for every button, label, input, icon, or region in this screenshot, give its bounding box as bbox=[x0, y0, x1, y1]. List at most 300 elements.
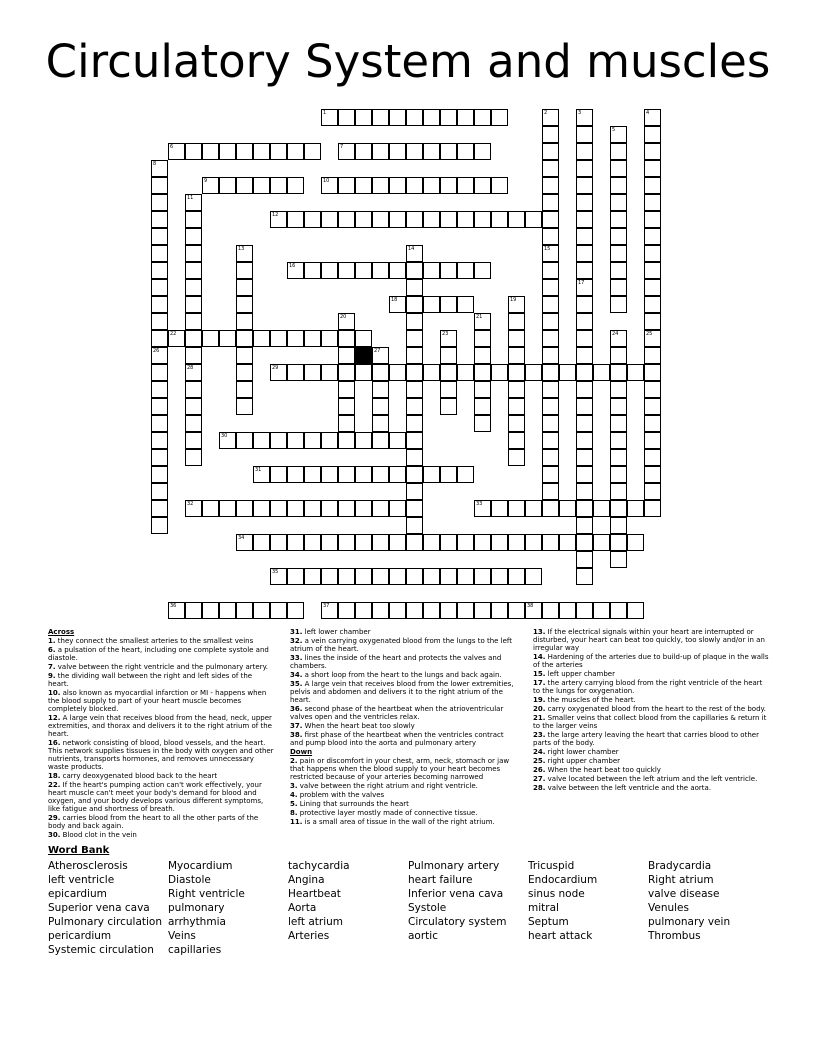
grid-cell[interactable] bbox=[151, 483, 168, 500]
grid-cell[interactable] bbox=[253, 602, 270, 619]
grid-cell[interactable] bbox=[542, 347, 559, 364]
grid-cell[interactable] bbox=[236, 177, 253, 194]
grid-cell[interactable] bbox=[542, 177, 559, 194]
grid-cell[interactable] bbox=[202, 602, 219, 619]
grid-cell[interactable] bbox=[168, 602, 185, 619]
grid-cell[interactable] bbox=[610, 449, 627, 466]
grid-cell[interactable] bbox=[338, 143, 355, 160]
grid-cell[interactable] bbox=[338, 432, 355, 449]
grid-cell[interactable] bbox=[185, 228, 202, 245]
grid-cell[interactable] bbox=[287, 568, 304, 585]
grid-cell[interactable] bbox=[576, 177, 593, 194]
grid-cell[interactable] bbox=[389, 364, 406, 381]
grid-cell[interactable] bbox=[474, 381, 491, 398]
grid-cell[interactable] bbox=[542, 160, 559, 177]
grid-cell[interactable] bbox=[338, 568, 355, 585]
grid-cell[interactable] bbox=[236, 381, 253, 398]
grid-cell[interactable] bbox=[525, 568, 542, 585]
grid-cell[interactable] bbox=[321, 466, 338, 483]
grid-cell[interactable] bbox=[576, 245, 593, 262]
grid-cell[interactable] bbox=[644, 228, 661, 245]
grid-cell[interactable] bbox=[457, 602, 474, 619]
grid-cell[interactable] bbox=[576, 415, 593, 432]
grid-cell[interactable] bbox=[576, 364, 593, 381]
grid-cell[interactable] bbox=[542, 483, 559, 500]
grid-cell[interactable] bbox=[644, 109, 661, 126]
grid-cell[interactable] bbox=[151, 381, 168, 398]
grid-cell[interactable] bbox=[542, 500, 559, 517]
grid-cell[interactable] bbox=[372, 500, 389, 517]
grid-cell[interactable] bbox=[610, 330, 627, 347]
grid-cell[interactable] bbox=[644, 211, 661, 228]
grid-cell[interactable] bbox=[576, 398, 593, 415]
grid-cell[interactable] bbox=[576, 262, 593, 279]
grid-cell[interactable] bbox=[355, 109, 372, 126]
grid-cell[interactable] bbox=[406, 415, 423, 432]
grid-cell[interactable] bbox=[219, 432, 236, 449]
grid-cell[interactable] bbox=[304, 466, 321, 483]
grid-cell[interactable] bbox=[576, 347, 593, 364]
grid-cell[interactable] bbox=[287, 500, 304, 517]
grid-cell[interactable] bbox=[185, 296, 202, 313]
grid-cell[interactable] bbox=[610, 517, 627, 534]
grid-cell[interactable] bbox=[542, 126, 559, 143]
grid-cell[interactable] bbox=[389, 109, 406, 126]
grid-cell[interactable] bbox=[440, 568, 457, 585]
grid-cell[interactable] bbox=[644, 160, 661, 177]
grid-cell[interactable] bbox=[525, 500, 542, 517]
grid-cell[interactable] bbox=[627, 364, 644, 381]
grid-cell[interactable] bbox=[389, 500, 406, 517]
grid-cell[interactable] bbox=[542, 262, 559, 279]
grid-cell[interactable] bbox=[287, 466, 304, 483]
grid-cell[interactable] bbox=[576, 228, 593, 245]
grid-cell[interactable] bbox=[355, 364, 372, 381]
grid-cell[interactable] bbox=[270, 330, 287, 347]
grid-cell[interactable] bbox=[440, 398, 457, 415]
grid-cell[interactable] bbox=[321, 534, 338, 551]
grid-cell[interactable] bbox=[372, 466, 389, 483]
grid-cell[interactable] bbox=[406, 177, 423, 194]
grid-cell[interactable] bbox=[508, 296, 525, 313]
grid-cell[interactable] bbox=[440, 143, 457, 160]
grid-cell[interactable] bbox=[406, 364, 423, 381]
grid-cell[interactable] bbox=[287, 364, 304, 381]
grid-cell[interactable] bbox=[372, 534, 389, 551]
grid-cell[interactable] bbox=[508, 568, 525, 585]
grid-cell[interactable] bbox=[576, 568, 593, 585]
grid-cell[interactable] bbox=[287, 602, 304, 619]
grid-cell[interactable] bbox=[355, 568, 372, 585]
grid-cell[interactable] bbox=[491, 109, 508, 126]
grid-cell[interactable] bbox=[270, 568, 287, 585]
grid-cell[interactable] bbox=[576, 534, 593, 551]
grid-cell[interactable] bbox=[151, 296, 168, 313]
grid-cell[interactable] bbox=[542, 211, 559, 228]
grid-cell[interactable] bbox=[236, 398, 253, 415]
grid-cell[interactable] bbox=[610, 126, 627, 143]
grid-cell[interactable] bbox=[321, 109, 338, 126]
grid-cell[interactable] bbox=[202, 177, 219, 194]
grid-cell[interactable] bbox=[644, 177, 661, 194]
grid-cell[interactable] bbox=[423, 143, 440, 160]
grid-cell[interactable] bbox=[389, 177, 406, 194]
grid-cell[interactable] bbox=[576, 211, 593, 228]
grid-cell[interactable] bbox=[304, 143, 321, 160]
grid-cell[interactable] bbox=[406, 245, 423, 262]
grid-cell[interactable] bbox=[576, 296, 593, 313]
grid-cell[interactable] bbox=[338, 466, 355, 483]
grid-cell[interactable] bbox=[610, 398, 627, 415]
grid-cell[interactable] bbox=[644, 245, 661, 262]
grid-cell[interactable] bbox=[644, 432, 661, 449]
grid-cell[interactable] bbox=[372, 109, 389, 126]
grid-cell[interactable] bbox=[508, 398, 525, 415]
grid-cell[interactable] bbox=[219, 500, 236, 517]
grid-cell[interactable] bbox=[491, 500, 508, 517]
grid-cell[interactable] bbox=[321, 177, 338, 194]
grid-cell[interactable] bbox=[644, 483, 661, 500]
grid-cell[interactable] bbox=[338, 177, 355, 194]
grid-cell[interactable] bbox=[610, 177, 627, 194]
grid-cell[interactable] bbox=[610, 245, 627, 262]
grid-cell[interactable] bbox=[474, 177, 491, 194]
grid-cell[interactable] bbox=[542, 313, 559, 330]
grid-cell[interactable] bbox=[576, 517, 593, 534]
grid-cell[interactable] bbox=[644, 449, 661, 466]
grid-cell[interactable] bbox=[372, 211, 389, 228]
grid-cell[interactable] bbox=[610, 143, 627, 160]
grid-cell[interactable] bbox=[253, 177, 270, 194]
grid-cell[interactable] bbox=[593, 602, 610, 619]
grid-cell[interactable] bbox=[372, 415, 389, 432]
grid-cell[interactable] bbox=[219, 602, 236, 619]
grid-cell[interactable] bbox=[389, 432, 406, 449]
grid-cell[interactable] bbox=[185, 415, 202, 432]
grid-cell[interactable] bbox=[508, 381, 525, 398]
grid-cell[interactable] bbox=[440, 296, 457, 313]
grid-cell[interactable] bbox=[423, 262, 440, 279]
grid-cell[interactable] bbox=[406, 398, 423, 415]
grid-cell[interactable] bbox=[236, 143, 253, 160]
grid-cell[interactable] bbox=[372, 381, 389, 398]
grid-cell[interactable] bbox=[542, 449, 559, 466]
grid-cell[interactable] bbox=[542, 432, 559, 449]
grid-cell[interactable] bbox=[474, 262, 491, 279]
grid-cell[interactable] bbox=[508, 534, 525, 551]
grid-cell[interactable] bbox=[355, 177, 372, 194]
grid-cell[interactable] bbox=[474, 109, 491, 126]
grid-cell[interactable] bbox=[542, 534, 559, 551]
grid-cell[interactable] bbox=[440, 177, 457, 194]
grid-cell[interactable] bbox=[576, 551, 593, 568]
grid-cell[interactable] bbox=[576, 381, 593, 398]
grid-cell[interactable] bbox=[440, 381, 457, 398]
grid-cell[interactable] bbox=[287, 211, 304, 228]
grid-cell[interactable] bbox=[151, 432, 168, 449]
grid-cell[interactable] bbox=[185, 381, 202, 398]
grid-cell[interactable] bbox=[185, 313, 202, 330]
grid-cell[interactable] bbox=[457, 296, 474, 313]
grid-cell[interactable] bbox=[423, 364, 440, 381]
grid-cell[interactable] bbox=[287, 143, 304, 160]
grid-cell[interactable] bbox=[168, 143, 185, 160]
grid-cell[interactable] bbox=[474, 534, 491, 551]
grid-cell[interactable] bbox=[508, 330, 525, 347]
grid-cell[interactable] bbox=[440, 330, 457, 347]
grid-cell[interactable] bbox=[542, 398, 559, 415]
grid-cell[interactable] bbox=[236, 279, 253, 296]
grid-cell[interactable] bbox=[338, 262, 355, 279]
grid-cell[interactable] bbox=[440, 602, 457, 619]
grid-cell[interactable] bbox=[321, 330, 338, 347]
grid-cell[interactable] bbox=[491, 602, 508, 619]
grid-cell[interactable] bbox=[474, 211, 491, 228]
grid-cell[interactable] bbox=[151, 500, 168, 517]
grid-cell[interactable] bbox=[610, 228, 627, 245]
grid-cell[interactable] bbox=[593, 534, 610, 551]
grid-cell[interactable] bbox=[610, 432, 627, 449]
grid-cell[interactable] bbox=[236, 500, 253, 517]
grid-cell[interactable] bbox=[304, 432, 321, 449]
grid-cell[interactable] bbox=[355, 500, 372, 517]
grid-cell[interactable] bbox=[355, 432, 372, 449]
grid-cell[interactable] bbox=[576, 143, 593, 160]
grid-cell[interactable] bbox=[610, 211, 627, 228]
grid-cell[interactable] bbox=[457, 211, 474, 228]
grid-cell[interactable] bbox=[372, 364, 389, 381]
grid-cell[interactable] bbox=[457, 568, 474, 585]
grid-cell[interactable] bbox=[253, 432, 270, 449]
grid-cell[interactable] bbox=[406, 381, 423, 398]
grid-cell[interactable] bbox=[406, 313, 423, 330]
grid-cell[interactable] bbox=[474, 330, 491, 347]
grid-cell[interactable] bbox=[406, 500, 423, 517]
grid-cell[interactable] bbox=[457, 262, 474, 279]
grid-cell[interactable] bbox=[474, 143, 491, 160]
grid-cell[interactable] bbox=[474, 347, 491, 364]
grid-cell[interactable] bbox=[508, 364, 525, 381]
grid-cell[interactable] bbox=[168, 330, 185, 347]
grid-cell[interactable] bbox=[253, 466, 270, 483]
grid-cell[interactable] bbox=[610, 364, 627, 381]
grid-cell[interactable] bbox=[372, 602, 389, 619]
grid-cell[interactable] bbox=[185, 398, 202, 415]
grid-cell[interactable] bbox=[185, 500, 202, 517]
grid-cell[interactable] bbox=[185, 432, 202, 449]
grid-cell[interactable] bbox=[219, 143, 236, 160]
grid-cell[interactable] bbox=[610, 415, 627, 432]
grid-cell[interactable] bbox=[270, 143, 287, 160]
grid-cell[interactable] bbox=[627, 602, 644, 619]
grid-cell[interactable] bbox=[610, 296, 627, 313]
grid-cell[interactable] bbox=[338, 364, 355, 381]
grid-cell[interactable] bbox=[304, 262, 321, 279]
grid-cell[interactable] bbox=[202, 143, 219, 160]
grid-cell[interactable] bbox=[151, 449, 168, 466]
grid-cell[interactable] bbox=[542, 381, 559, 398]
grid-cell[interactable] bbox=[406, 534, 423, 551]
grid-cell[interactable] bbox=[355, 466, 372, 483]
grid-cell[interactable] bbox=[321, 602, 338, 619]
grid-cell[interactable] bbox=[253, 534, 270, 551]
grid-cell[interactable] bbox=[338, 330, 355, 347]
grid-cell[interactable] bbox=[440, 466, 457, 483]
grid-cell[interactable] bbox=[474, 602, 491, 619]
grid-cell[interactable] bbox=[151, 398, 168, 415]
grid-cell[interactable] bbox=[270, 602, 287, 619]
grid-cell[interactable] bbox=[457, 534, 474, 551]
grid-cell[interactable] bbox=[457, 364, 474, 381]
grid-cell[interactable] bbox=[491, 364, 508, 381]
grid-cell[interactable] bbox=[151, 177, 168, 194]
grid-cell[interactable] bbox=[610, 534, 627, 551]
grid-cell[interactable] bbox=[372, 177, 389, 194]
grid-cell[interactable] bbox=[508, 211, 525, 228]
grid-cell[interactable] bbox=[610, 551, 627, 568]
grid-cell[interactable] bbox=[457, 109, 474, 126]
grid-cell[interactable] bbox=[185, 143, 202, 160]
grid-cell[interactable] bbox=[542, 330, 559, 347]
grid-cell[interactable] bbox=[576, 279, 593, 296]
grid-cell[interactable] bbox=[372, 347, 389, 364]
grid-cell[interactable] bbox=[355, 534, 372, 551]
grid-cell[interactable] bbox=[389, 466, 406, 483]
grid-cell[interactable] bbox=[406, 449, 423, 466]
grid-cell[interactable] bbox=[185, 245, 202, 262]
grid-cell[interactable] bbox=[576, 466, 593, 483]
grid-cell[interactable] bbox=[610, 381, 627, 398]
grid-cell[interactable] bbox=[576, 160, 593, 177]
grid-cell[interactable] bbox=[576, 449, 593, 466]
grid-cell[interactable] bbox=[559, 364, 576, 381]
grid-cell[interactable] bbox=[576, 126, 593, 143]
grid-cell[interactable] bbox=[406, 466, 423, 483]
grid-cell[interactable] bbox=[406, 347, 423, 364]
grid-cell[interactable] bbox=[389, 534, 406, 551]
grid-cell[interactable] bbox=[644, 415, 661, 432]
grid-cell[interactable] bbox=[474, 313, 491, 330]
grid-cell[interactable] bbox=[236, 534, 253, 551]
grid-cell[interactable] bbox=[389, 143, 406, 160]
grid-cell[interactable] bbox=[440, 109, 457, 126]
grid-cell[interactable] bbox=[185, 262, 202, 279]
grid-cell[interactable] bbox=[389, 296, 406, 313]
grid-cell[interactable] bbox=[270, 500, 287, 517]
grid-cell[interactable] bbox=[644, 194, 661, 211]
grid-cell[interactable] bbox=[389, 211, 406, 228]
grid-cell[interactable] bbox=[338, 398, 355, 415]
grid-cell[interactable] bbox=[287, 534, 304, 551]
grid-cell[interactable] bbox=[304, 500, 321, 517]
grid-cell[interactable] bbox=[610, 160, 627, 177]
grid-cell[interactable] bbox=[491, 568, 508, 585]
grid-cell[interactable] bbox=[457, 143, 474, 160]
grid-cell[interactable] bbox=[542, 194, 559, 211]
grid-cell[interactable] bbox=[151, 330, 168, 347]
grid-cell[interactable] bbox=[270, 364, 287, 381]
grid-cell[interactable] bbox=[253, 500, 270, 517]
grid-cell[interactable] bbox=[423, 177, 440, 194]
grid-cell[interactable] bbox=[440, 211, 457, 228]
grid-cell[interactable] bbox=[185, 211, 202, 228]
grid-cell[interactable] bbox=[508, 347, 525, 364]
grid-cell[interactable] bbox=[406, 109, 423, 126]
grid-cell[interactable] bbox=[270, 177, 287, 194]
grid-cell[interactable] bbox=[423, 534, 440, 551]
grid-cell[interactable] bbox=[389, 602, 406, 619]
grid-cell[interactable] bbox=[202, 330, 219, 347]
grid-cell[interactable] bbox=[389, 262, 406, 279]
grid-cell[interactable] bbox=[219, 177, 236, 194]
grid-cell[interactable] bbox=[321, 568, 338, 585]
grid-cell[interactable] bbox=[151, 211, 168, 228]
grid-cell[interactable] bbox=[610, 466, 627, 483]
grid-cell[interactable] bbox=[151, 517, 168, 534]
grid-cell[interactable] bbox=[372, 568, 389, 585]
grid-cell[interactable] bbox=[542, 143, 559, 160]
grid-cell[interactable] bbox=[151, 415, 168, 432]
grid-cell[interactable] bbox=[338, 534, 355, 551]
grid-cell[interactable] bbox=[151, 347, 168, 364]
grid-cell[interactable] bbox=[338, 500, 355, 517]
grid-cell[interactable] bbox=[542, 109, 559, 126]
grid-cell[interactable] bbox=[219, 330, 236, 347]
grid-cell[interactable] bbox=[406, 602, 423, 619]
grid-cell[interactable] bbox=[236, 313, 253, 330]
grid-cell[interactable] bbox=[423, 296, 440, 313]
grid-cell[interactable] bbox=[185, 347, 202, 364]
grid-cell[interactable] bbox=[474, 568, 491, 585]
grid-cell[interactable] bbox=[304, 364, 321, 381]
grid-cell[interactable] bbox=[542, 279, 559, 296]
grid-cell[interactable] bbox=[236, 330, 253, 347]
grid-cell[interactable] bbox=[559, 500, 576, 517]
grid-cell[interactable] bbox=[338, 313, 355, 330]
grid-cell[interactable] bbox=[185, 364, 202, 381]
grid-cell[interactable] bbox=[355, 211, 372, 228]
grid-cell[interactable] bbox=[202, 500, 219, 517]
grid-cell[interactable] bbox=[338, 415, 355, 432]
grid-cell[interactable] bbox=[304, 330, 321, 347]
grid-cell[interactable] bbox=[338, 211, 355, 228]
grid-cell[interactable] bbox=[644, 143, 661, 160]
grid-cell[interactable] bbox=[474, 398, 491, 415]
grid-cell[interactable] bbox=[406, 143, 423, 160]
grid-cell[interactable] bbox=[644, 296, 661, 313]
grid-cell[interactable] bbox=[151, 466, 168, 483]
grid-cell[interactable] bbox=[321, 432, 338, 449]
grid-cell[interactable] bbox=[236, 602, 253, 619]
grid-cell[interactable] bbox=[440, 364, 457, 381]
grid-cell[interactable] bbox=[474, 364, 491, 381]
grid-cell[interactable] bbox=[644, 262, 661, 279]
grid-cell[interactable] bbox=[406, 211, 423, 228]
grid-cell[interactable] bbox=[644, 398, 661, 415]
grid-cell[interactable] bbox=[270, 466, 287, 483]
grid-cell[interactable] bbox=[542, 364, 559, 381]
grid-cell[interactable] bbox=[406, 568, 423, 585]
grid-cell[interactable] bbox=[610, 347, 627, 364]
grid-cell[interactable] bbox=[593, 500, 610, 517]
grid-cell[interactable] bbox=[508, 449, 525, 466]
grid-cell[interactable] bbox=[423, 466, 440, 483]
grid-cell[interactable] bbox=[236, 296, 253, 313]
grid-cell[interactable] bbox=[321, 364, 338, 381]
grid-cell[interactable] bbox=[440, 347, 457, 364]
grid-cell[interactable] bbox=[576, 500, 593, 517]
grid-cell[interactable] bbox=[372, 143, 389, 160]
